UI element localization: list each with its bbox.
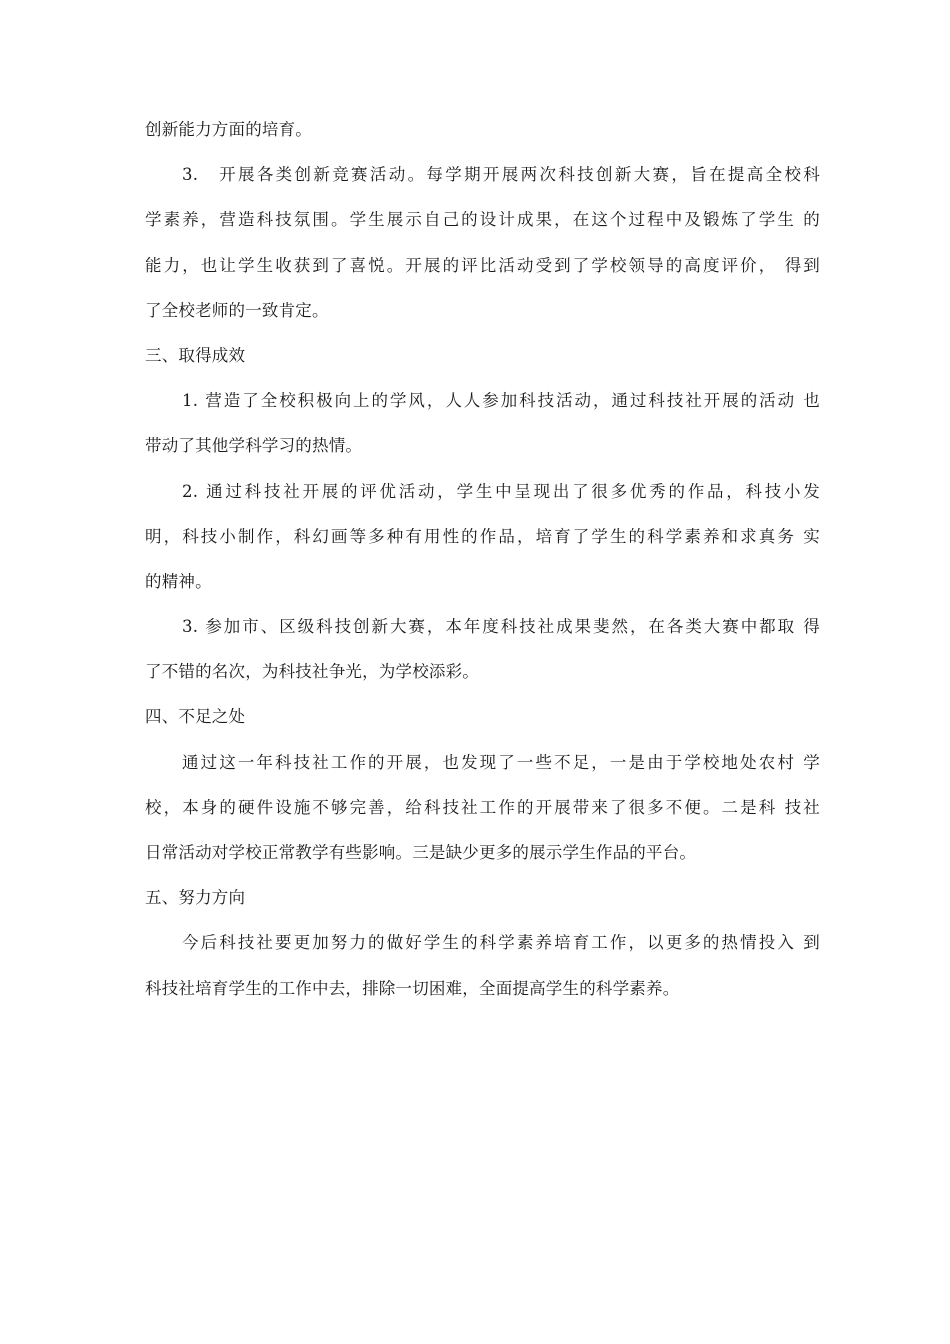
- section-heading-results: 三、取得成效: [145, 345, 246, 365]
- text-line-3: 学素养，营造科技氛围。学生展示自己的设计成果，在这个过程中及锻炼了学生 的: [145, 210, 820, 230]
- text-line-2: 3. 开展各类创新竞赛活动。每学期开展两次科技创新大赛，旨在提高全校科: [182, 165, 820, 185]
- text-line-19: 今后科技社要更加努力的做好学生的科学素养培育工作，以更多的热情投入 到: [182, 933, 820, 953]
- text-line-11: 的精神。: [145, 571, 212, 591]
- text-line-1: 创新能力方面的培育。: [145, 120, 312, 139]
- text-line-10: 明，科技小制作，科幻画等多种有用性的作品，培育了学生的科学素养和求真务 实: [145, 526, 820, 546]
- text-line-17: 日常活动对学校正常教学有些影响。三是缺少更多的展示学生作品的平台。: [145, 843, 697, 862]
- text-line-16: 校，本身的硬件设施不够完善，给科技社工作的开展带来了很多不便。二是科 技社: [145, 797, 820, 817]
- text-line-13: 了不错的名次，为科技社争光，为学校添彩。: [145, 662, 479, 682]
- text-line-12: 3. 参加市、区级科技创新大赛，本年度科技社成果斐然，在各类大赛中都取 得: [182, 617, 820, 637]
- text-line-20: 科技社培育学生的工作中去，排除一切困难，全面提高学生的科学素养。: [145, 978, 680, 998]
- text-line-5: 了全校老师的一致肯定。: [145, 300, 329, 320]
- text-line-8: 带动了其他学科学习的热情。: [145, 436, 363, 456]
- text-line-7: 1. 营造了全校积极向上的学风，人人参加科技活动，通过科技社开展的活动 也: [182, 391, 820, 411]
- document-body: [145, 107, 820, 1011]
- text-line-15: 通过这一年科技社工作的开展，也发现了一些不足，一是由于学校地处农村 学: [182, 752, 820, 772]
- section-heading-direction: 五、努力方向: [145, 888, 246, 908]
- text-line-4: 能力，也让学生收获到了喜悦。开展的评比活动受到了学校领导的高度评价， 得到: [145, 255, 820, 275]
- text-line-9: 2. 通过科技社开展的评优活动，学生中呈现出了很多优秀的作品，科技小发: [182, 481, 820, 501]
- section-heading-shortcomings: 四、不足之处: [145, 707, 246, 727]
